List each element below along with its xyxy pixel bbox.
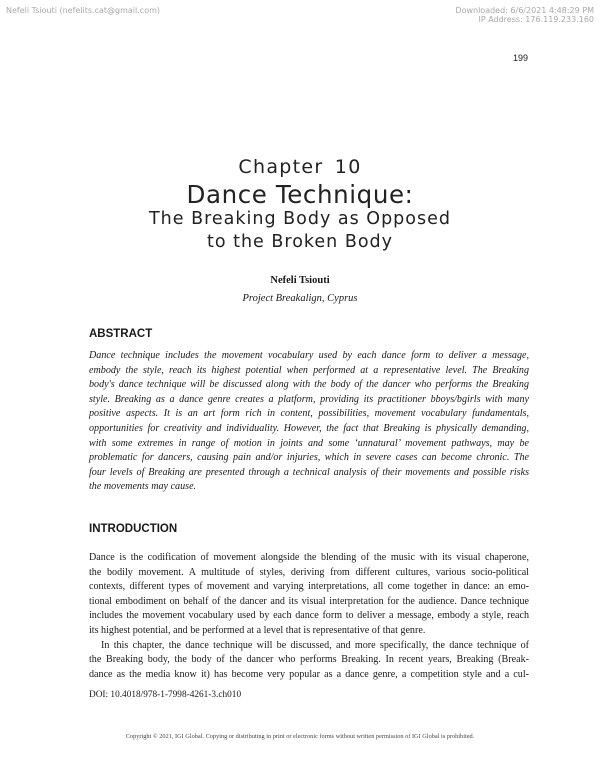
abstract-body [89,349,529,495]
abstract-line: problematic for dancers, causing pain and/or injuries, which in severe cases can become chronic. The [89,452,529,464]
introduction-heading: INTRODUCTION [89,523,178,535]
chapter-subtitle-line-1: The Breaking Body as Opposed [148,209,451,229]
abstract-line: the movements may cause. [89,481,197,493]
author-name: Nefeli Tsiouti [270,275,330,286]
intro-line: includes the movement vocabulary used by each dance form to deliver a message, embody a style, reach [89,610,529,622]
author-affiliation: Project Breakalign, Cyprus [242,293,358,304]
intro-line: Dance is the codification of movement alongside the blending of the music with its visual chaperone, [89,552,529,563]
introduction-body [89,551,529,682]
page-number: 199 [512,53,528,63]
download-ip-address: IP Address: 176.119.233.160 [478,15,594,24]
intro-line: its highest potential, and be performed at a level that is representative of that genre. [89,624,426,636]
chapter-label: Chapter 10 [238,156,362,178]
chapter-subtitle-line-2: to the Broken Body [206,232,394,252]
abstract-heading: ABSTRACT [89,328,153,340]
intro-line: tional embodiment on behalf of the dancer and its visual interpretation for the audience. Dance technique [89,595,529,607]
abstract-line: opportunities for creativity and individuality. However, the fact that Breaking is physically demanding, [89,422,529,434]
intro-line: In this chapter, the dance technique will be discussed, and more specifically, the dance technique of [101,639,529,651]
abstract-line: positive aspects. It is an art form rich in content, possibilities, movement vocabulary fundamentals, [89,408,529,420]
download-timestamp: Downloaded: 6/6/2021 4:48:29 PM [455,6,594,15]
download-user-info: Nefeli Tsiouti (nefelits.cat@gmail.com) [6,6,161,15]
abstract-line: with some extremes in range of motion in joints and some ‘unnatural’ movement pathways, may be [89,437,529,449]
abstract-line: body's dance technique will be discussed along with the body of the dancer who performs the Breaking [89,379,529,391]
abstract-line: four levels of Breaking are presented through a technical analysis of their movements and possible risks [89,466,529,478]
abstract-line: embody the style, reach its highest potential when performed at a representative level. The Breaking [89,364,529,376]
doi: DOI: 10.4018/978-1-7998-4261-3.ch010 [89,690,242,700]
copyright-footer: Copyright © 2021, IGI Global. Copying or distributing in print or electronic forms without written permission of IGI Global is prohibited. [125,733,475,740]
intro-line: the bodily movement. A multitude of styles, deriving from different cultures, various socio-political [89,566,529,578]
intro-line: dance as the media know it) has become very popular as a dance genre, a competition style and a cul- [89,668,529,680]
intro-line: the Breaking body, the body of the dancer who performs Breaking. In recent years, Breaking (Break- [89,654,529,666]
chapter-title: Dance Technique: [186,180,414,209]
abstract-line: style. Breaking as a dance genre creates a platform, providing its practitioner bboys/bgirls with many [89,393,529,405]
abstract-line: Dance technique includes the movement vocabulary used by each dance form to deliver a message, [89,350,529,361]
intro-line: contexts, different types of movement and varying interpretations, all come together in dance: an emo- [89,581,529,593]
